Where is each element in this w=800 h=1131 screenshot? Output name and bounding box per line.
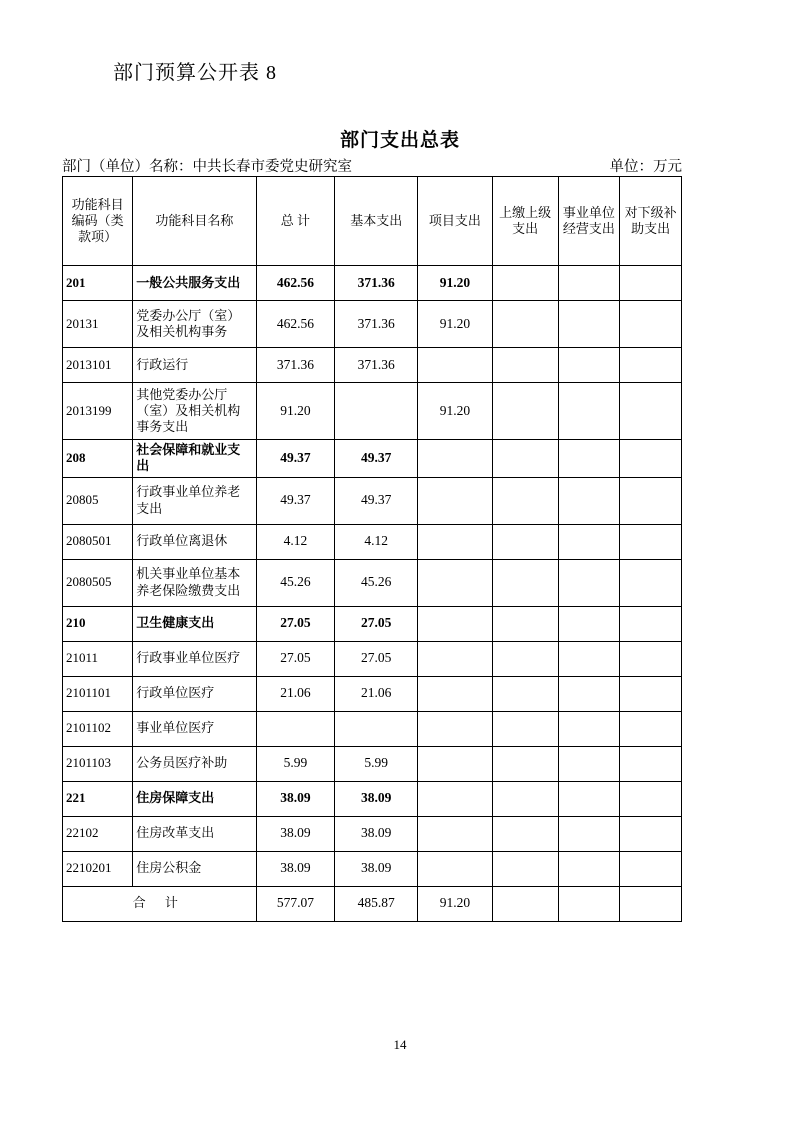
cell-total: 5.99	[256, 746, 335, 781]
cell-total: 38.09	[256, 851, 335, 886]
table-row	[63, 711, 682, 746]
column-header-subsidy: 对下级补助支出	[620, 177, 682, 266]
table-row	[63, 477, 682, 524]
page-number: 14	[393, 1037, 407, 1052]
cell-upper	[492, 606, 558, 641]
table-row	[63, 676, 682, 711]
cell-upper	[492, 301, 558, 348]
cell-total: 38.09	[256, 816, 335, 851]
cell-name: 事业单位医疗	[133, 711, 256, 746]
cell-name: 行政单位离退休	[133, 524, 256, 559]
table-body	[63, 266, 682, 922]
cell-basic: 45.26	[335, 559, 418, 606]
cell-basic: 38.09	[335, 816, 418, 851]
cell-operating	[558, 676, 620, 711]
cell-project	[418, 851, 492, 886]
cell-subsidy	[620, 676, 682, 711]
cell-upper	[492, 266, 558, 301]
cell-total: 91.20	[256, 383, 335, 440]
cell-operating	[558, 746, 620, 781]
cell-basic: 49.37	[335, 477, 418, 524]
table-row	[63, 816, 682, 851]
cell-name: 住房保障支出	[133, 781, 256, 816]
table-row	[63, 301, 682, 348]
cell-code: 210	[63, 606, 133, 641]
cell-project: 91.20	[418, 266, 492, 301]
cell-operating	[558, 383, 620, 440]
cell-project: 91.20	[418, 301, 492, 348]
cell-total: 21.06	[256, 676, 335, 711]
cell-total-label: 合 计	[63, 886, 257, 921]
table-row	[63, 641, 682, 676]
cell-project	[418, 559, 492, 606]
cell-code: 2101101	[63, 676, 133, 711]
cell-code: 21011	[63, 641, 133, 676]
cell-subsidy	[620, 348, 682, 383]
cell-basic: 5.99	[335, 746, 418, 781]
cell-total: 462.56	[256, 266, 335, 301]
cell-subsidy	[620, 641, 682, 676]
cell-project	[418, 348, 492, 383]
cell-name: 住房改革支出	[133, 816, 256, 851]
cell-name: 党委办公厅（室）及相关机构事务	[133, 301, 256, 348]
cell-subsidy	[620, 477, 682, 524]
cell-project	[418, 816, 492, 851]
cell-code: 2080505	[63, 559, 133, 606]
cell-total: 27.05	[256, 641, 335, 676]
cell-subsidy	[620, 559, 682, 606]
cell-project	[418, 606, 492, 641]
cell-operating	[558, 816, 620, 851]
subheader-row	[62, 155, 682, 176]
cell-basic: 371.36	[335, 301, 418, 348]
table-header	[63, 177, 682, 266]
cell-subsidy	[620, 440, 682, 478]
cell-upper	[492, 886, 558, 921]
cell-subsidy	[620, 524, 682, 559]
cell-upper	[492, 524, 558, 559]
page-title: 部门支出总表	[339, 130, 460, 151]
table-row	[63, 606, 682, 641]
cell-subsidy	[620, 886, 682, 921]
cell-total: 371.36	[256, 348, 335, 383]
cell-upper	[492, 816, 558, 851]
table-row	[63, 559, 682, 606]
cell-subsidy	[620, 746, 682, 781]
cell-total: 49.37	[256, 477, 335, 524]
cell-upper	[492, 641, 558, 676]
cell-code: 2101102	[63, 711, 133, 746]
cell-operating	[558, 477, 620, 524]
cell-code: 22102	[63, 816, 133, 851]
cell-upper	[492, 781, 558, 816]
cell-subsidy	[620, 781, 682, 816]
table-row	[63, 781, 682, 816]
table-row	[63, 524, 682, 559]
cell-operating	[558, 301, 620, 348]
cell-total	[256, 711, 335, 746]
cell-upper	[492, 711, 558, 746]
cell-subsidy	[620, 816, 682, 851]
cell-basic: 21.06	[335, 676, 418, 711]
cell-project	[418, 641, 492, 676]
cell-upper	[492, 676, 558, 711]
cell-basic: 27.05	[335, 606, 418, 641]
cell-project	[418, 440, 492, 478]
cell-name: 公务员医疗补助	[133, 746, 256, 781]
cell-name: 其他党委办公厅（室）及相关机构事务支出	[133, 383, 256, 440]
cell-project: 91.20	[418, 886, 492, 921]
cell-basic: 4.12	[335, 524, 418, 559]
cell-upper	[492, 348, 558, 383]
cell-basic	[335, 711, 418, 746]
cell-operating	[558, 559, 620, 606]
table-row	[63, 348, 682, 383]
column-header-upper: 上缴上级支出	[492, 177, 558, 266]
cell-name: 住房公积金	[133, 851, 256, 886]
cell-operating	[558, 851, 620, 886]
cell-name: 卫生健康支出	[133, 606, 256, 641]
document-header-label: 部门预算公开表 8	[113, 62, 277, 84]
table-total-row	[63, 886, 682, 921]
column-header-name: 功能科目名称	[133, 177, 256, 266]
cell-name: 行政事业单位医疗	[133, 641, 256, 676]
department-name-label: 部门（单位）名称：中共长春市委党史研究室	[62, 159, 352, 175]
cell-upper	[492, 477, 558, 524]
cell-upper	[492, 746, 558, 781]
cell-project: 91.20	[418, 383, 492, 440]
cell-operating	[558, 348, 620, 383]
cell-basic: 38.09	[335, 781, 418, 816]
cell-code: 2080501	[63, 524, 133, 559]
cell-code: 20131	[63, 301, 133, 348]
column-header-total: 总 计	[256, 177, 335, 266]
cell-code: 2210201	[63, 851, 133, 886]
cell-total: 577.07	[256, 886, 335, 921]
cell-operating	[558, 886, 620, 921]
column-header-basic: 基本支出	[335, 177, 418, 266]
cell-name: 行政单位医疗	[133, 676, 256, 711]
cell-basic: 49.37	[335, 440, 418, 478]
cell-total: 45.26	[256, 559, 335, 606]
cell-total: 38.09	[256, 781, 335, 816]
cell-upper	[492, 851, 558, 886]
cell-basic: 371.36	[335, 348, 418, 383]
cell-operating	[558, 781, 620, 816]
cell-operating	[558, 440, 620, 478]
budget-expenditure-table	[62, 176, 682, 922]
cell-operating	[558, 641, 620, 676]
cell-project	[418, 781, 492, 816]
cell-total: 462.56	[256, 301, 335, 348]
cell-subsidy	[620, 851, 682, 886]
table-row	[63, 383, 682, 440]
cell-project	[418, 676, 492, 711]
cell-operating	[558, 711, 620, 746]
cell-project	[418, 746, 492, 781]
cell-basic: 485.87	[335, 886, 418, 921]
cell-total: 27.05	[256, 606, 335, 641]
column-header-code: 功能科目编码（类款项）	[63, 177, 133, 266]
column-header-project: 项目支出	[418, 177, 492, 266]
table-row	[63, 266, 682, 301]
cell-basic: 27.05	[335, 641, 418, 676]
cell-code: 2013199	[63, 383, 133, 440]
column-header-operating: 事业单位经营支出	[558, 177, 620, 266]
cell-subsidy	[620, 606, 682, 641]
cell-upper	[492, 440, 558, 478]
cell-name: 行政事业单位养老支出	[133, 477, 256, 524]
cell-code: 2013101	[63, 348, 133, 383]
cell-project	[418, 524, 492, 559]
cell-operating	[558, 524, 620, 559]
cell-upper	[492, 559, 558, 606]
cell-code: 208	[63, 440, 133, 478]
table-row	[63, 851, 682, 886]
cell-project	[418, 711, 492, 746]
cell-total: 4.12	[256, 524, 335, 559]
cell-code: 201	[63, 266, 133, 301]
cell-subsidy	[620, 711, 682, 746]
cell-name: 机关事业单位基本养老保险缴费支出	[133, 559, 256, 606]
cell-name: 一般公共服务支出	[133, 266, 256, 301]
cell-basic: 38.09	[335, 851, 418, 886]
cell-subsidy	[620, 301, 682, 348]
cell-subsidy	[620, 383, 682, 440]
cell-basic: 371.36	[335, 266, 418, 301]
cell-name: 行政运行	[133, 348, 256, 383]
table-header-row	[63, 177, 682, 266]
cell-code: 2101103	[63, 746, 133, 781]
cell-code: 221	[63, 781, 133, 816]
cell-basic	[335, 383, 418, 440]
cell-code: 20805	[63, 477, 133, 524]
cell-operating	[558, 266, 620, 301]
unit-label: 单位：万元	[609, 159, 682, 175]
table-row	[63, 440, 682, 478]
cell-project	[418, 477, 492, 524]
cell-upper	[492, 383, 558, 440]
cell-name: 社会保障和就业支出	[133, 440, 256, 478]
cell-total: 49.37	[256, 440, 335, 478]
cell-subsidy	[620, 266, 682, 301]
cell-operating	[558, 606, 620, 641]
table-row	[63, 746, 682, 781]
